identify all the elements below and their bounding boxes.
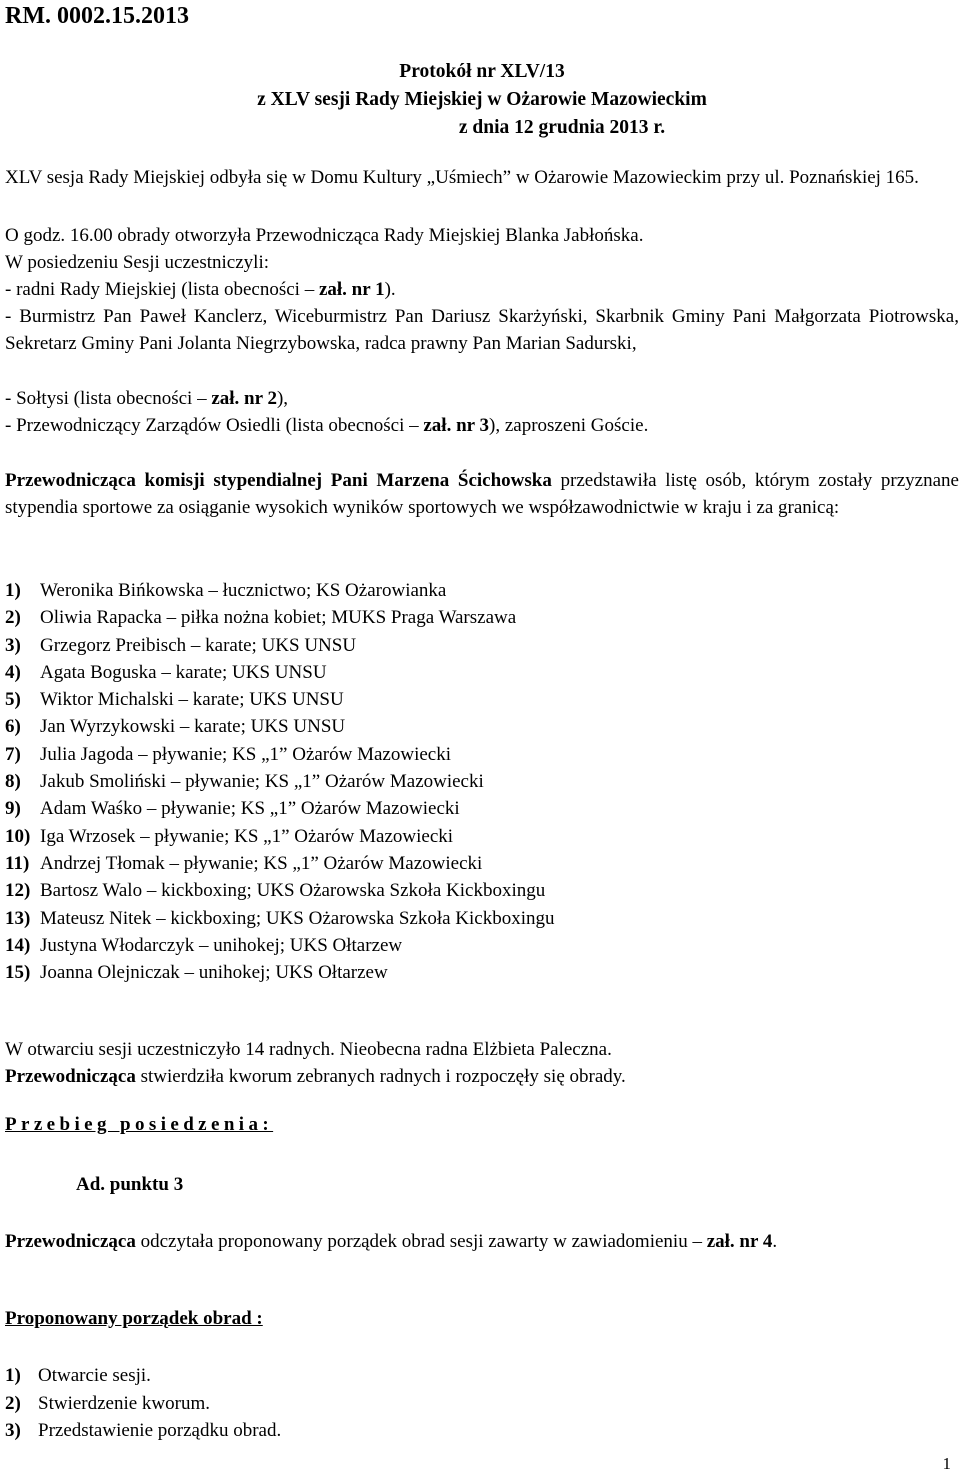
title-line-2: z XLV sesji Rady Miejskiej w Ożarowie Mazowieckim [257, 89, 707, 110]
list-item-text: Bartosz Walo – kickboxing; UKS Ożarowska Szkoła Kickboxingu [40, 880, 546, 902]
agenda-point-heading: Ad. punktu 3 [76, 1174, 184, 1195]
quorum-text: stwierdziła kworum zebranych radnych i rozpoczęły się obrady. [135, 1066, 626, 1087]
list-item [5, 905, 555, 932]
scholarship-paragraph [5, 467, 959, 521]
list-item [5, 850, 555, 877]
protocol-title [5, 58, 959, 142]
participants-councillors-text: - radni Rady Miejskiej (lista obecności – [5, 279, 319, 300]
participants-soltysi-end: ), [276, 388, 289, 409]
attachment-ref-4: zał. nr 4 [706, 1231, 773, 1252]
list-item-number: 1) [5, 1365, 21, 1386]
proposed-agenda-heading: Proponowany porządek obrad : [5, 1308, 263, 1329]
list-item-number: 3) [5, 634, 21, 656]
title-line-1: Protokół nr XLV/13 [399, 61, 565, 82]
intro-opening: O godz. 16.00 obrady otworzyła Przewodnicząca Rady Miejskiej Blanka Jabłońska. [5, 225, 644, 246]
list-item-number: 3) [5, 1420, 21, 1442]
list-item [5, 577, 555, 604]
document-reference: RM. 0002.15.2013 [5, 3, 189, 29]
scholarship-chair: Przewodnicząca komisji stypendialnej Pani Marzena Ścichowska [5, 470, 552, 491]
list-item-text: Agata Boguska – karate; UKS UNSU [40, 661, 327, 683]
intro-location: XLV sesja Rady Miejskiej odbyła się w Domu Kultury „Uśmiech” w Ożarowie Mazowieckim przy ul. Poznańskiej 165. [5, 167, 919, 188]
participants-estates-end: ), zaproszeni Goście. [489, 415, 649, 436]
list-item-text: Julia Jagoda – pływanie; KS „1” Ożarów Mazowiecki [40, 743, 452, 765]
participants-estates [5, 412, 959, 439]
list-item-text: Weronika Bińkowska – łucznictwo; KS Ożarowianka [40, 580, 447, 601]
list-item-text: Adam Waśko – pływanie; KS „1” Ożarów Mazowiecki [40, 798, 460, 820]
list-item-number: 2) [5, 607, 21, 629]
list-item-number: 5) [5, 689, 21, 711]
page-number: 1 [942, 1454, 951, 1473]
list-item-text: Justyna Włodarczyk – unihokej; UKS Ołtarzew [40, 934, 403, 956]
list-item-number: 8) [5, 771, 21, 793]
intro-participants-heading: W posiedzeniu Sesji uczestniczyli: [5, 252, 269, 273]
quorum-statement [5, 1063, 959, 1090]
quorum-chair: Przewodnicząca [5, 1066, 136, 1087]
list-item [5, 713, 555, 740]
list-item-text: Iga Wrzosek – pływanie; KS „1” Ożarów Mazowiecki [40, 825, 454, 847]
list-item [5, 686, 555, 713]
list-item [5, 877, 555, 904]
list-item [5, 1417, 281, 1445]
list-item-number: 12) [5, 880, 31, 902]
participants-soltysi-text: - Sołtysi (lista obecności – [5, 388, 212, 409]
list-item [5, 632, 555, 659]
list-item-number: 14) [5, 934, 31, 956]
list-item-text: Stwierdzenie kworum. [38, 1392, 211, 1414]
agenda-chair: Przewodnicząca [5, 1231, 136, 1252]
list-item-number: 7) [5, 743, 21, 765]
list-item-number: 9) [5, 798, 21, 820]
attachment-ref-3: zał. nr 3 [423, 415, 489, 436]
list-item-text: Przedstawienie porządku obrad. [38, 1420, 282, 1442]
list-item [5, 604, 555, 631]
list-item [5, 768, 555, 795]
list-item-number: 13) [5, 907, 31, 929]
scholarship-recipients-list [5, 577, 555, 986]
list-item-text: Oliwia Rapacka – piłka nożna kobiet; MUKS Praga Warszawa [40, 607, 517, 629]
title-line-3: z dnia 12 grudnia 2013 r. [458, 117, 666, 138]
list-item-number: 15) [5, 962, 31, 984]
list-item-number: 6) [5, 716, 21, 738]
participants-estates-text: - Przewodniczący Zarządów Osiedli (lista obecności – [5, 415, 424, 436]
agenda-text: odczytała proponowany porządek obrad sesji zawarty w zawiadomieniu – [135, 1231, 707, 1252]
list-item-number: 2) [5, 1392, 21, 1414]
participants-councillors-end: ). [384, 279, 396, 300]
agenda-text-end: . [772, 1231, 778, 1252]
attachment-ref-2: zał. nr 2 [211, 388, 277, 409]
scholarship-text: przedstawiła listę osób, którym zostały przyznane stypendia sportowe za osiąganie wysokich wyników sportowych we współzawodnictwie w kraju i za granicą: [5, 470, 959, 519]
participants-councillors [5, 276, 959, 303]
list-item-text: Mateusz Nitek – kickboxing; UKS Ożarowska Szkoła Kickboxingu [40, 907, 555, 929]
list-item [5, 1390, 281, 1418]
list-item-number: 1) [5, 580, 21, 601]
list-item [5, 932, 555, 959]
course-heading: Przebieg posiedzenia: [5, 1114, 274, 1135]
list-item [5, 823, 555, 850]
list-item [5, 959, 555, 986]
list-item-number: 11) [5, 852, 30, 874]
proposed-agenda-list [5, 1362, 281, 1445]
attachment-ref-1: zał. nr 1 [318, 279, 385, 300]
agenda-paragraph [5, 1228, 959, 1255]
list-item-number: 4) [5, 661, 21, 683]
list-item-text: Otwarcie sesji. [38, 1365, 151, 1386]
list-item [5, 1362, 281, 1390]
participants-soltysi [5, 385, 959, 412]
quorum-attendance: W otwarciu sesji uczestniczyło 14 radnych. Nieobecna radna Elżbieta Paleczna. [5, 1039, 612, 1060]
list-item [5, 741, 555, 768]
list-item-number: 10) [5, 825, 31, 847]
list-item [5, 795, 555, 822]
list-item-text: Jan Wyrzykowski – karate; UKS UNSU [40, 716, 346, 738]
list-item-text: Andrzej Tłomak – pływanie; KS „1” Ożarów Mazowiecki [40, 852, 483, 874]
participants-officials: - Burmistrz Pan Paweł Kanclerz, Wiceburmistrz Pan Dariusz Skarżyński, Skarbnik Gminy Pani Małgorzata Piotrowska, Sekretarz Gminy Pani Jolanta Niegrzybowska, radca prawny Pan Marian Sadurski, [5, 306, 959, 355]
list-item-text: Grzegorz Preibisch – karate; UKS UNSU [40, 634, 357, 656]
list-item-text: Wiktor Michalski – karate; UKS UNSU [40, 689, 344, 711]
list-item-text: Jakub Smoliński – pływanie; KS „1” Ożarów Mazowiecki [40, 771, 484, 793]
list-item-text: Joanna Olejniczak – unihokej; UKS Ołtarzew [40, 962, 388, 984]
list-item [5, 659, 555, 686]
